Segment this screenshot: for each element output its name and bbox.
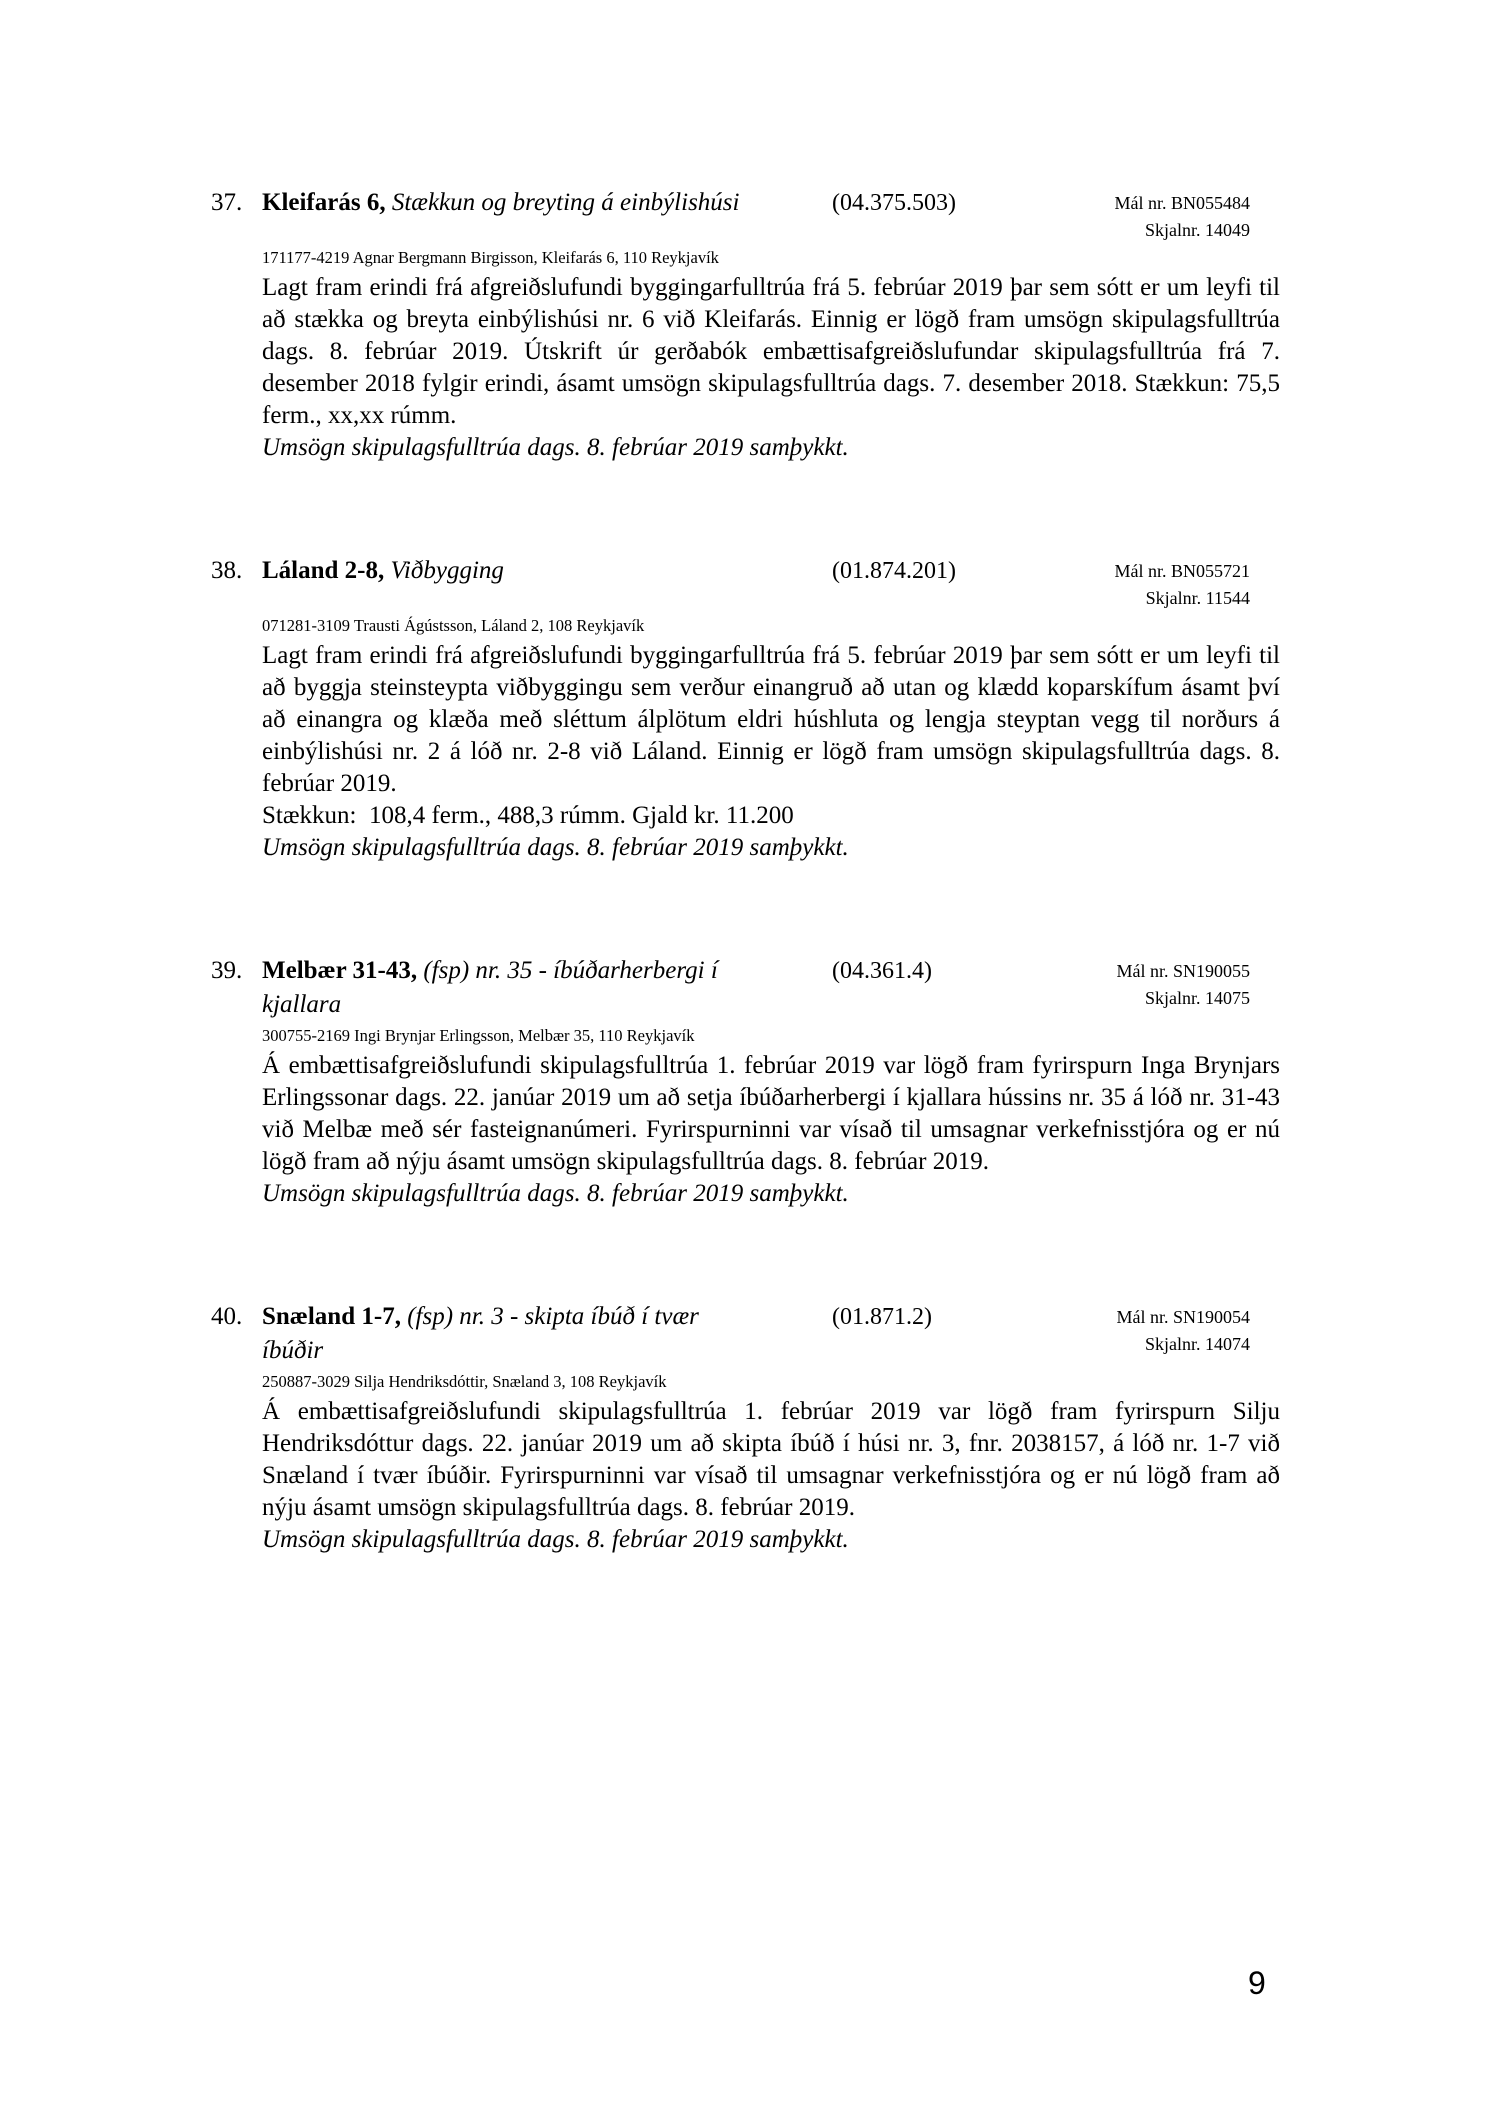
item-title <box>262 954 752 1022</box>
case-number: Mál nr. SN190055 <box>1116 961 1250 981</box>
document-number: Skjalnr. 14074 <box>1144 1334 1250 1354</box>
applicant-line: 071281-3109 Trausti Ágústsson, Láland 2, 108 Reykjavík <box>262 616 645 635</box>
item-body-text: Á embættisafgreiðslufundi skipulagsfulltrúa 1. febrúar 2019 var lögð fram fyrirspurn Silju Hendriksdóttur dags. 22. janúar 2019 um að skipta íbúð í húsi nr. 3, fnr. 2038157, á lóð nr. 1-7 við Snæland í tvær íbúðir. Fyrirspurninni var vísað til umsagnar verkefnisstjóra og er nú lögð fram að nýju ásamt umsögn skipulagsfulltrúa dags. 8. febrúar 2019. <box>262 1398 1280 1521</box>
item-title <box>262 554 752 588</box>
agenda-item <box>211 1300 1280 1556</box>
document-number: Skjalnr. 14075 <box>1144 988 1250 1008</box>
agenda-item <box>211 554 1280 864</box>
item-header <box>211 1300 1280 1368</box>
item-references <box>1002 554 1280 612</box>
item-plot-code: (04.375.503) <box>832 190 956 216</box>
case-number: Mál nr. BN055484 <box>1114 193 1250 213</box>
item-number: 39. <box>211 957 243 984</box>
item-title <box>262 1300 752 1368</box>
agenda-item <box>211 954 1280 1210</box>
item-body-text: Lagt fram erindi frá afgreiðslufundi byggingarfulltrúa frá 5. febrúar 2019 þar sem sótt er um leyfi til að stækka og breyta einbýlishúsi nr. 6 við Kleifarás. Einnig er lögð fram umsögn skipulagsfulltrúa dags. 8. febrúar 2019. Útskrift úr gerðabók embættisafgreiðslufundar skipulagsfulltrúa frá 7. desember 2018 fylgir erindi, ásamt umsögn skipulagsfulltrúa dags. 7. desember 2018. Stækkun: 75,5 ferm., xx,xx rúmm. <box>262 274 1280 429</box>
agenda-items-list <box>211 186 1280 1556</box>
case-number: Mál nr. SN190054 <box>1116 1307 1250 1327</box>
applicant-line: 250887-3029 Silja Hendriksdóttir, Snæland 3, 108 Reykjavík <box>262 1372 667 1391</box>
item-address: Láland 2-8, <box>262 557 385 584</box>
item-plot-code: (01.874.201) <box>832 558 956 584</box>
applicant-line: 171177-4219 Agnar Bergmann Birgisson, Kleifarás 6, 110 Reykjavík <box>262 248 719 267</box>
document-number: Skjalnr. 14049 <box>1144 220 1250 240</box>
item-references <box>1002 1300 1280 1358</box>
item-references <box>1002 954 1280 1012</box>
item-references <box>1002 186 1280 244</box>
item-number: 40. <box>211 1303 243 1330</box>
item-subject: (fsp) nr. 3 - skipta íbúð í tvær íbúðir <box>262 1303 699 1364</box>
item-address: Melbær 31-43, <box>262 957 418 984</box>
item-subject: (fsp) nr. 35 - íbúðarherbergi í kjallara <box>262 957 718 1018</box>
item-measurements: Stækkun: 108,4 ferm., 488,3 rúmm. Gjald kr. 11.200 <box>262 802 794 829</box>
item-resolution: Umsögn skipulagsfulltrúa dags. 8. febrúar 2019 samþykkt. <box>262 1180 849 1207</box>
page-number: 9 <box>1248 1965 1266 2001</box>
item-address: Kleifarás 6, <box>262 189 386 216</box>
item-body-text: Á embættisafgreiðslufundi skipulagsfulltrúa 1. febrúar 2019 var lögð fram fyrirspurn Inga Brynjars Erlingssonar dags. 22. janúar 2019 um að setja íbúðarherbergi í kjallara hússins nr. 35 á lóð nr. 31-43 við Melbæ með sér fasteignanúmeri. Fyrirspurninni var vísað til umsagnar verkefnisstjóra og er nú lögð fram að nýju ásamt umsögn skipulagsfulltrúa dags. 8. febrúar 2019. <box>262 1052 1280 1175</box>
item-number: 37. <box>211 189 243 216</box>
item-plot-code: (01.871.2) <box>832 1304 932 1330</box>
item-subject: Stækkun og breyting á einbýlishúsi <box>391 189 740 216</box>
document-number: Skjalnr. 11544 <box>1145 588 1250 608</box>
item-resolution: Umsögn skipulagsfulltrúa dags. 8. febrúar 2019 samþykkt. <box>262 434 849 461</box>
item-resolution: Umsögn skipulagsfulltrúa dags. 8. febrúar 2019 samþykkt. <box>262 1526 849 1553</box>
case-number: Mál nr. BN055721 <box>1114 561 1250 581</box>
applicant-line: 300755-2169 Ingi Brynjar Erlingsson, Melbær 35, 110 Reykjavík <box>262 1026 695 1045</box>
item-body-text: Lagt fram erindi frá afgreiðslufundi byggingarfulltrúa frá 5. febrúar 2019 þar sem sótt er um leyfi til að byggja steinsteypta viðbyggingu sem verður einangruð að utan og klædd koparskífum ásamt því að einangra og klæða með sléttum álplötum eldri húshluta og lengja steyptan vegg til norðurs á einbýlishúsi nr. 2 á lóð nr. 2-8 við Láland. Einnig er lögð fram umsögn skipulagsfulltrúa dags. 8. febrúar 2019. <box>262 642 1280 797</box>
item-header <box>211 954 1280 1022</box>
item-number: 38. <box>211 557 243 584</box>
item-subject: Viðbygging <box>390 557 504 584</box>
item-header <box>211 186 1280 244</box>
item-plot-code: (04.361.4) <box>832 958 932 984</box>
item-header <box>211 554 1280 612</box>
agenda-item <box>211 186 1280 464</box>
item-resolution: Umsögn skipulagsfulltrúa dags. 8. febrúar 2019 samþykkt. <box>262 834 849 861</box>
item-title <box>262 186 752 220</box>
item-address: Snæland 1-7, <box>262 1303 401 1330</box>
